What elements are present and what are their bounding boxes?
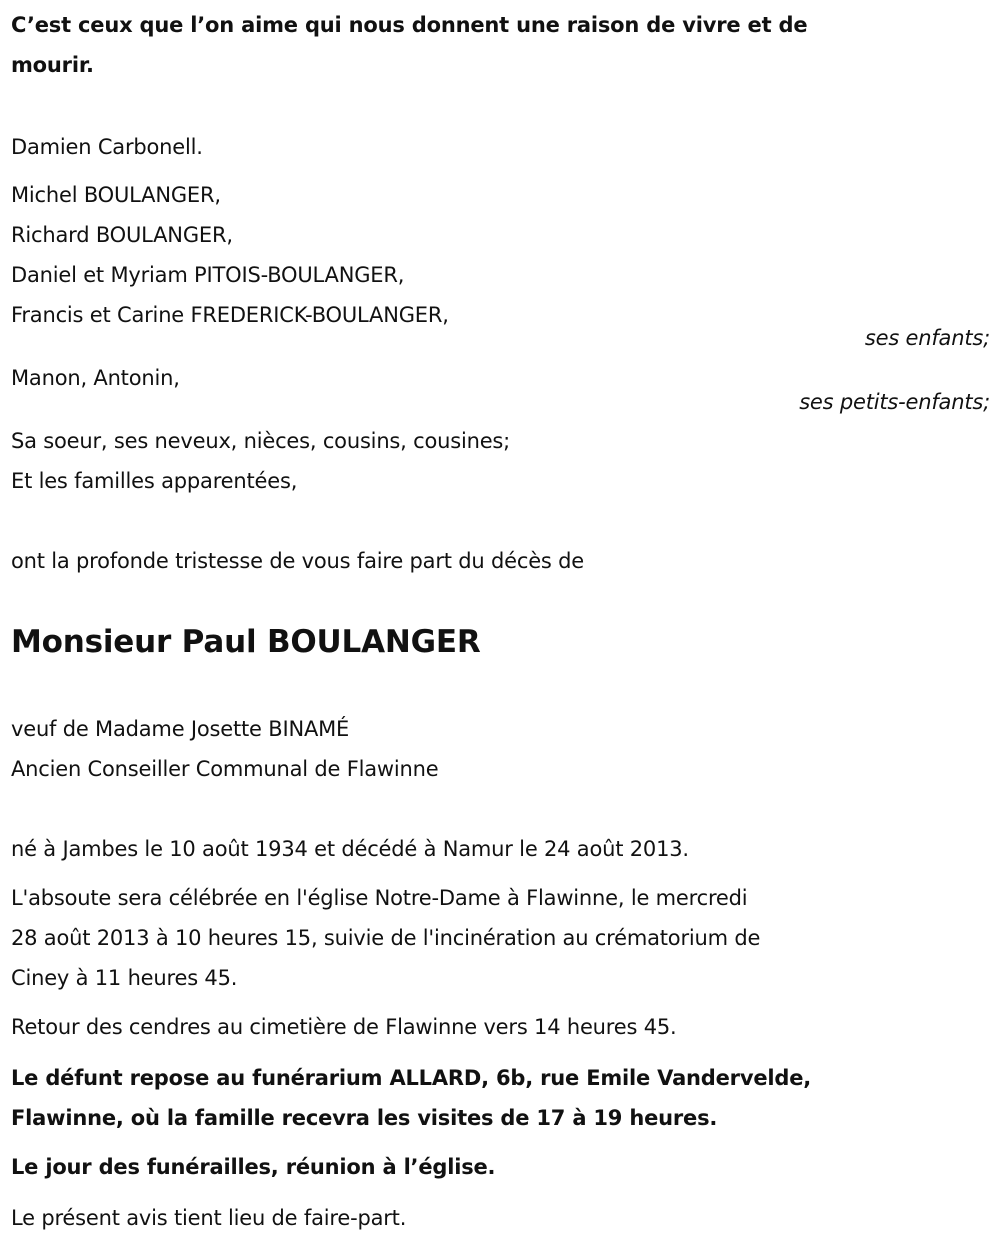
children-label: ses enfants;: [864, 326, 990, 350]
detail-line: Ancien Conseiller Communal de Flawinne: [11, 757, 439, 781]
announcement-line: ont la profonde tristesse de vous faire part du décès de: [11, 549, 584, 573]
grandchildren-label: ses petits-enfants;: [799, 390, 990, 414]
ashes-line: Retour des cendres au cimetière de Flawinne vers 14 heures 45.: [11, 1015, 677, 1039]
child-entry: Richard BOULANGER,: [11, 223, 233, 247]
child-entry: Daniel et Myriam PITOIS-BOULANGER,: [11, 263, 405, 287]
relatives-line: Et les familles apparentées,: [11, 469, 298, 493]
notice: [11, 1198, 406, 1238]
grandchildren-list: [11, 358, 180, 398]
detail-line: veuf de Madame Josette BINAMÉ: [11, 717, 350, 741]
relatives-line: Sa soeur, ses neveux, nièces, cousins, cousines;: [11, 429, 511, 453]
visitation-info: [11, 1058, 811, 1138]
meeting-line: Le jour des funérailles, réunion à l’église.: [11, 1155, 496, 1179]
deceased-name: Monsieur Paul BOULANGER: [11, 624, 481, 660]
ceremony-line: 28 août 2013 à 10 heures 15, suivie de l'incinération au crématorium de: [11, 926, 761, 950]
child-entry: Michel BOULANGER,: [11, 183, 221, 207]
announcement: [11, 541, 584, 581]
visitation-line: Flawinne, où la famille recevra les visites de 17 à 19 heures.: [11, 1106, 718, 1130]
notice-line: Le présent avis tient lieu de faire-part.: [11, 1206, 407, 1230]
visitation-line: Le défunt repose au funérarium ALLARD, 6b, rue Emile Vandervelde,: [11, 1066, 812, 1090]
ceremony-info: [11, 878, 760, 998]
deceased-details: [11, 709, 438, 789]
grandchildren-entry: Manon, Antonin,: [11, 366, 180, 390]
child-entry: Francis et Carine FREDERICK-BOULANGER,: [11, 303, 449, 327]
ceremony-line: L'absoute sera célébrée en l'église Notre-Dame à Flawinne, le mercredi: [11, 886, 748, 910]
friend-name: [11, 127, 203, 167]
children-list: [11, 175, 449, 335]
quote-line: C’est ceux que l’on aime qui nous donnent une raison de vivre et de: [11, 13, 808, 37]
other-relatives: [11, 421, 510, 501]
life-dates: [11, 829, 689, 869]
dates-line: né à Jambes le 10 août 1934 et décédé à Namur le 24 août 2013.: [11, 837, 689, 861]
meeting-info: [11, 1147, 495, 1187]
ashes-info: [11, 1007, 677, 1047]
friend-line: Damien Carbonell.: [11, 135, 203, 159]
quote: [11, 5, 807, 85]
quote-line: mourir.: [11, 53, 94, 77]
ceremony-line: Ciney à 11 heures 45.: [11, 966, 238, 990]
